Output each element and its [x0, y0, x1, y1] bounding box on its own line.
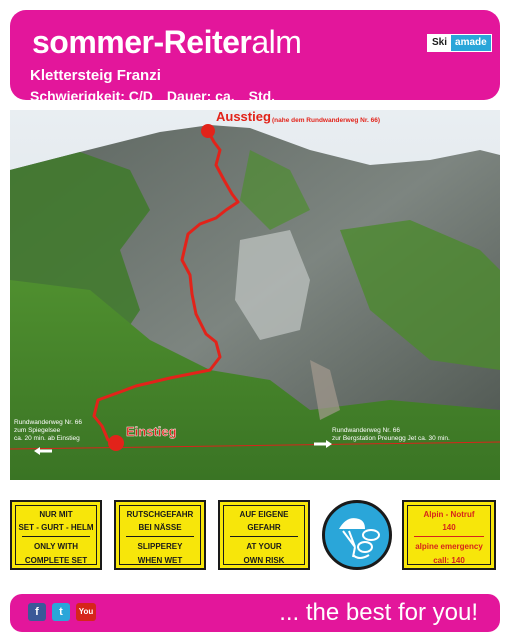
brand-bold: sommer-Reiter — [32, 24, 252, 60]
sign-equipment — [10, 500, 102, 570]
sign-text: OWN RISK — [243, 556, 285, 565]
sign-text: WHEN WET — [137, 556, 183, 565]
sign-text: AUF EIGENE — [239, 510, 289, 519]
sign-text: SLIPPEREY — [137, 542, 183, 551]
duration-text: Dauer: ca. — [166, 88, 235, 104]
sign-text: RUTSCHGEFAHR — [126, 510, 194, 519]
sign-text: ONLY WITH — [33, 542, 78, 551]
sign-own-risk — [218, 500, 310, 570]
emergency-number: 140 — [442, 523, 456, 532]
facebook-icon[interactable]: f — [28, 603, 46, 621]
ski-amade-badge — [427, 34, 492, 52]
tagline: ... the best for you! — [279, 599, 478, 626]
ausstieg-marker — [201, 124, 215, 138]
climbing-gear-icon — [322, 500, 392, 570]
left-trail-line-3: ca. 20 min. ab Einstieg — [14, 435, 80, 442]
mountain-photo — [10, 110, 500, 480]
emergency-call: call: 140 — [433, 556, 465, 565]
helmet-harness-icon — [325, 503, 389, 567]
sign-text: AT YOUR — [246, 542, 282, 551]
header-banner — [10, 10, 500, 104]
duration-unit: Std. — [248, 88, 276, 104]
badge-amade: amade — [451, 35, 491, 51]
sign-slippery — [114, 500, 206, 570]
difficulty-text: Schwierigkeit: C/D — [30, 88, 153, 104]
badge-ski: Ski — [428, 35, 451, 51]
left-trail-line-2: zum Spiegelsee — [14, 427, 61, 434]
warning-signs — [10, 496, 500, 576]
right-trail-line-1: Rundwanderweg Nr. 66 — [332, 427, 400, 434]
emergency-text: alpine emergency — [415, 542, 483, 551]
youtube-icon[interactable]: You — [76, 603, 96, 621]
mountain-illustration — [10, 110, 500, 480]
twitter-icon[interactable]: t — [52, 603, 70, 621]
brand-logo — [32, 26, 301, 58]
sign-text: COMPLETE SET — [24, 556, 88, 565]
route-name: Klettersteig Franzi — [30, 67, 161, 84]
sign-text: BEI NÄSSE — [138, 523, 182, 532]
sign-text: SET - GURT - HELM — [18, 523, 94, 532]
sign-text: NUR MIT — [39, 510, 73, 519]
right-trail-line-2: zur Bergstation Preunegg Jet ca. 30 min. — [332, 435, 450, 442]
ausstieg-note: (nahe dem Rundwanderweg Nr. 66) — [272, 117, 380, 124]
brand-light: alm — [251, 24, 302, 60]
left-trail-line-1: Rundwanderweg Nr. 66 — [14, 419, 82, 426]
einstieg-marker — [108, 435, 124, 451]
emergency-sign — [402, 500, 496, 570]
einstieg-label: Einstieg — [126, 424, 177, 439]
route-info — [30, 88, 275, 104]
footer-banner — [10, 594, 500, 632]
sign-text: GEFAHR — [247, 523, 281, 532]
emergency-text: Alpin - Notruf — [423, 510, 475, 519]
ausstieg-label: Ausstieg — [216, 110, 271, 124]
